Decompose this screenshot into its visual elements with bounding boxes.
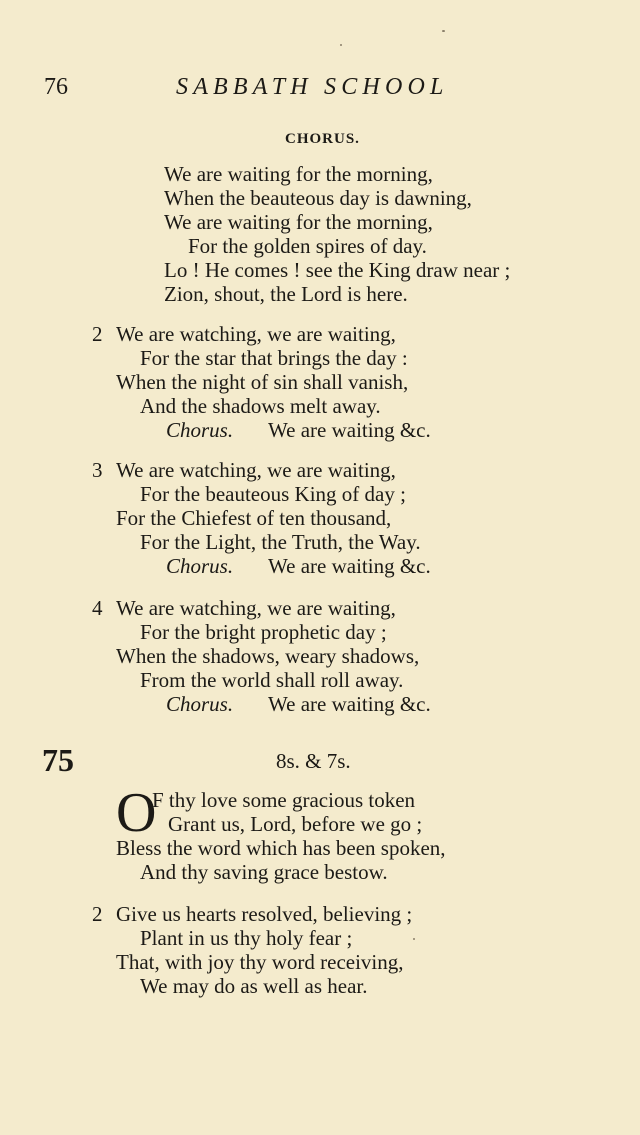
hymn-line: Bless the word which has been spoken, <box>116 836 446 860</box>
stanza-number: 2 <box>92 322 103 346</box>
page-number: 76 <box>44 74 68 100</box>
stanza-number: 4 <box>92 596 103 620</box>
chorus-heading: CHORUS. <box>285 131 360 147</box>
drop-cap: O <box>116 782 157 844</box>
stanza-line: When the shadows, weary shadows, <box>116 644 420 668</box>
hymn-line: F thy love some gracious token <box>152 788 416 812</box>
chorus-refrain: We are waiting &c. <box>268 554 431 578</box>
chorus-line: Lo ! He comes ! see the King draw near ; <box>164 258 511 282</box>
stanza-line: And the shadows melt away. <box>140 394 381 418</box>
stanza-number: 3 <box>92 458 103 482</box>
paper-speck <box>442 30 445 32</box>
chorus-refrain: We are waiting &c. <box>268 418 431 442</box>
chorus-label: Chorus. <box>166 418 234 442</box>
chorus-line: We are waiting for the morning, <box>164 210 433 234</box>
stanza-line: From the world shall roll away. <box>140 668 404 692</box>
stanza-line: We are watching, we are waiting, <box>116 322 396 346</box>
hymn-line: And thy saving grace bestow. <box>140 860 388 884</box>
chorus-refrain: We are waiting &c. <box>268 692 431 716</box>
hymn-line: That, with joy thy word receiving, <box>116 950 404 974</box>
stanza-line: We are watching, we are waiting, <box>116 596 396 620</box>
stanza-number: 2 <box>92 902 103 926</box>
hymn-line: Give us hearts resolved, believing ; <box>116 902 413 926</box>
chorus-line: We are waiting for the morning, <box>164 162 433 186</box>
stanza-line: For the Light, the Truth, the Way. <box>140 530 421 554</box>
paper-speck <box>340 44 342 46</box>
stanza-line: For the bright prophetic day ; <box>140 620 387 644</box>
hymn-meter: 8s. & 7s. <box>276 749 351 773</box>
stanza-line: For the beauteous King of day ; <box>140 482 406 506</box>
stanza-line: For the star that brings the day : <box>140 346 408 370</box>
stanza-line: We are watching, we are waiting, <box>116 458 396 482</box>
stanza-line: For the Chiefest of ten thousand, <box>116 506 392 530</box>
hymn-number: 75 <box>42 742 74 778</box>
stanza-line: When the night of sin shall vanish, <box>116 370 409 394</box>
chorus-label: Chorus. <box>166 554 234 578</box>
running-title: SABBATH SCHOOL <box>176 74 449 100</box>
chorus-line: For the golden spires of day. <box>188 234 427 258</box>
chorus-line: When the beauteous day is dawning, <box>164 186 472 210</box>
hymn-line: Plant in us thy holy fear ; <box>140 926 353 950</box>
chorus-line: Zion, shout, the Lord is here. <box>164 282 408 306</box>
paper-speck <box>413 938 415 940</box>
hymn-line: We may do as well as hear. <box>140 974 368 998</box>
chorus-label: Chorus. <box>166 692 234 716</box>
hymn-line: Grant us, Lord, before we go ; <box>168 812 423 836</box>
